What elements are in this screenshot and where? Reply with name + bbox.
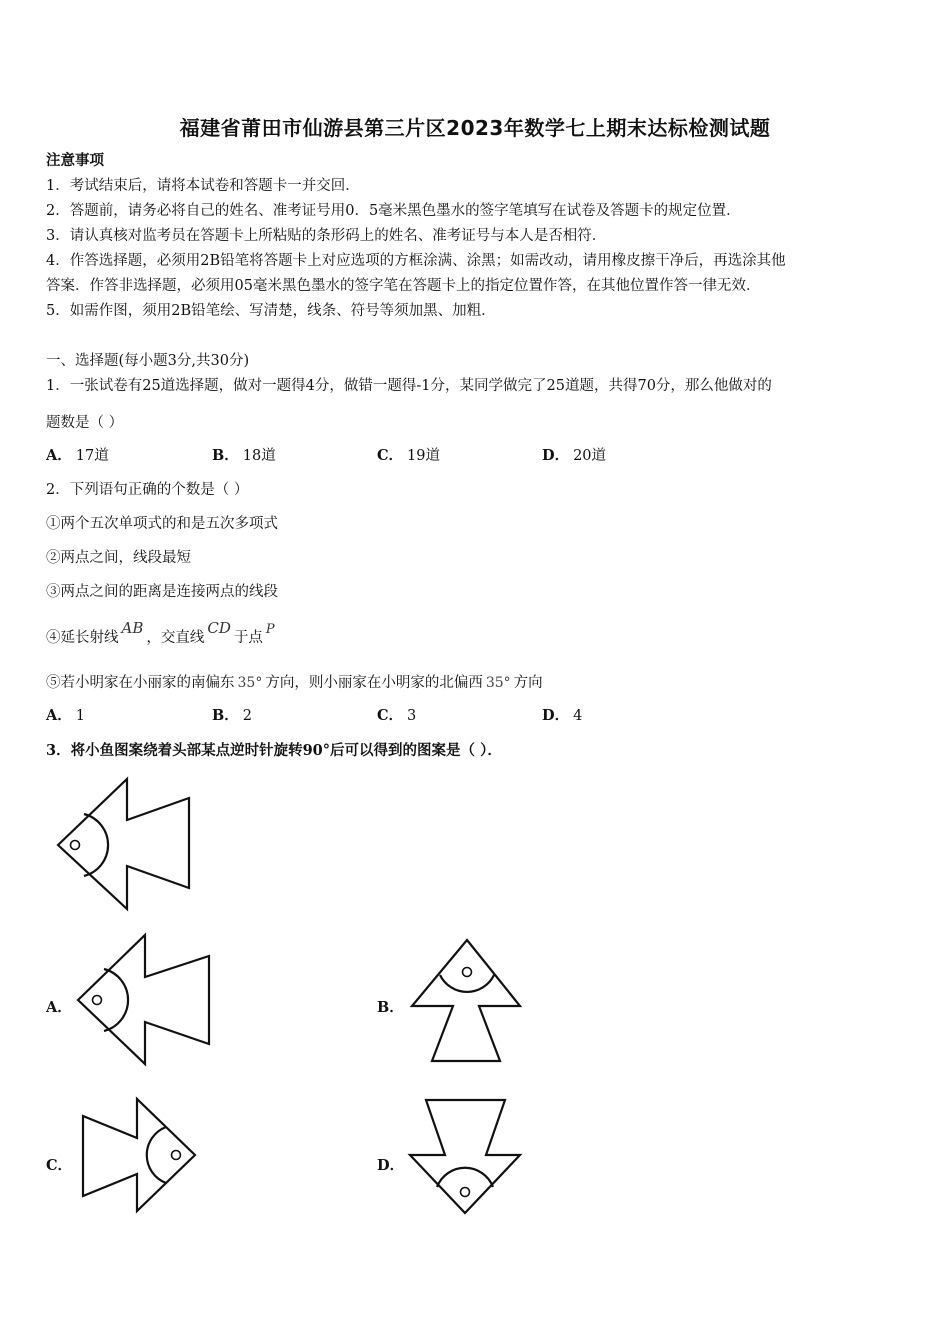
q1-option-b-label: B． xyxy=(212,447,239,464)
line-cd-math: CD xyxy=(207,619,231,637)
page-title: 福建省莆田市仙游县第三片区2023年数学七上期末达标检测试题 xyxy=(179,116,771,140)
q1-stem-line2: 题数是（ ） xyxy=(46,415,124,431)
q2-option-c-text: 3 xyxy=(407,708,417,724)
q3-option-b-label: B． xyxy=(377,999,404,1016)
q3-option-d-label: D． xyxy=(377,1157,405,1174)
q1-option-a-label: A． xyxy=(46,447,72,464)
q1-option-c-text: 19道 xyxy=(407,448,440,464)
angle-35-2: 35° xyxy=(485,675,511,691)
ray-ab-math: AB xyxy=(121,619,144,637)
q1-option-d-text: 20道 xyxy=(573,448,607,464)
q2-option-a-text: 1 xyxy=(75,708,85,724)
notice-item-5: 5．如需作图，须用2B铅笔绘、写清楚，线条、符号等须加黑、加粗． xyxy=(46,303,496,319)
q2-s5-part1: ⑤若小明家在小丽家的南偏东 xyxy=(46,675,235,691)
q2-s5-part3: 方向 xyxy=(513,675,543,691)
q2-s5-part2: 方向，则小丽家在小明家的北偏西 xyxy=(265,675,483,691)
q3-option-c-label: C． xyxy=(46,1157,73,1174)
notice-item-1: 1．考试结束后，请将本试卷和答题卡一并交回． xyxy=(46,178,360,194)
q2-option-d-text: 4 xyxy=(573,708,583,724)
q3-stem: 3．将小鱼图案绕着头部某点逆时针旋转90°后可以得到的图案是（ ）． xyxy=(46,742,502,759)
q2-stem: 2．下列语句正确的个数是（ ） xyxy=(46,482,249,498)
notice-item-2: 2．答题前，请务必将自己的姓名、准考证号用0．5毫米黑色墨水的签字笔填写在试卷及答题卡的规定位置． xyxy=(46,203,741,219)
q2-option-c-label: C． xyxy=(377,707,404,724)
notice-item-3: 3．请认真核对监考员在答题卡上所粘贴的条形码上的姓名、准考证号与本人是否相符． xyxy=(46,228,607,244)
q2-statement-1: ①两个五次单项式的和是五次多项式 xyxy=(46,516,278,532)
q2-option-a-label: A． xyxy=(46,707,72,724)
q1-option-c-label: C． xyxy=(377,447,404,464)
angle-35-1: 35° xyxy=(237,675,263,691)
q1-option-b-text: 18道 xyxy=(242,448,276,464)
q2-option-d-label: D． xyxy=(542,707,570,724)
notice-item-4-cont: 答案．作答非选择题，必须用05毫米黑色墨水的签字笔在答题卡上的指定位置作答，在其他位置作答一律无效． xyxy=(46,278,761,294)
q2-option-b-label: B． xyxy=(212,707,239,724)
q2-s4-part1: ④延长射线 xyxy=(46,630,119,646)
q2-statement-3: ③两点之间的距离是连接两点的线段 xyxy=(46,584,278,600)
point-p-math: P xyxy=(265,622,275,637)
q2-option-b-text: 2 xyxy=(242,708,252,724)
q3-option-a-label: A． xyxy=(46,999,72,1016)
q1-option-d-label: D． xyxy=(542,447,570,464)
q1-stem-line1: 1．一张试卷有25道选择题，做对一题得4分，做错一题得-1分，某同学做完了25道题，共得70分，那么他做对的 xyxy=(46,378,772,394)
q2-s4-part2: ，交直线 xyxy=(146,630,205,646)
notice-heading: 注意事项 xyxy=(46,152,104,169)
q2-s4-part3: 于点 xyxy=(233,630,263,646)
q2-statement-2: ②两点之间，线段最短 xyxy=(46,550,191,566)
section-heading: 一、选择题(每小题3分,共30分) xyxy=(46,353,250,369)
notice-item-4: 4．作答选择题，必须用2B铅笔将答题卡上对应选项的方框涂满、涂黑；如需改动，请用橡皮擦干净后，再选涂其他 xyxy=(46,253,786,269)
fish-option-d xyxy=(410,1100,520,1213)
q1-option-a-text: 17道 xyxy=(75,448,109,464)
